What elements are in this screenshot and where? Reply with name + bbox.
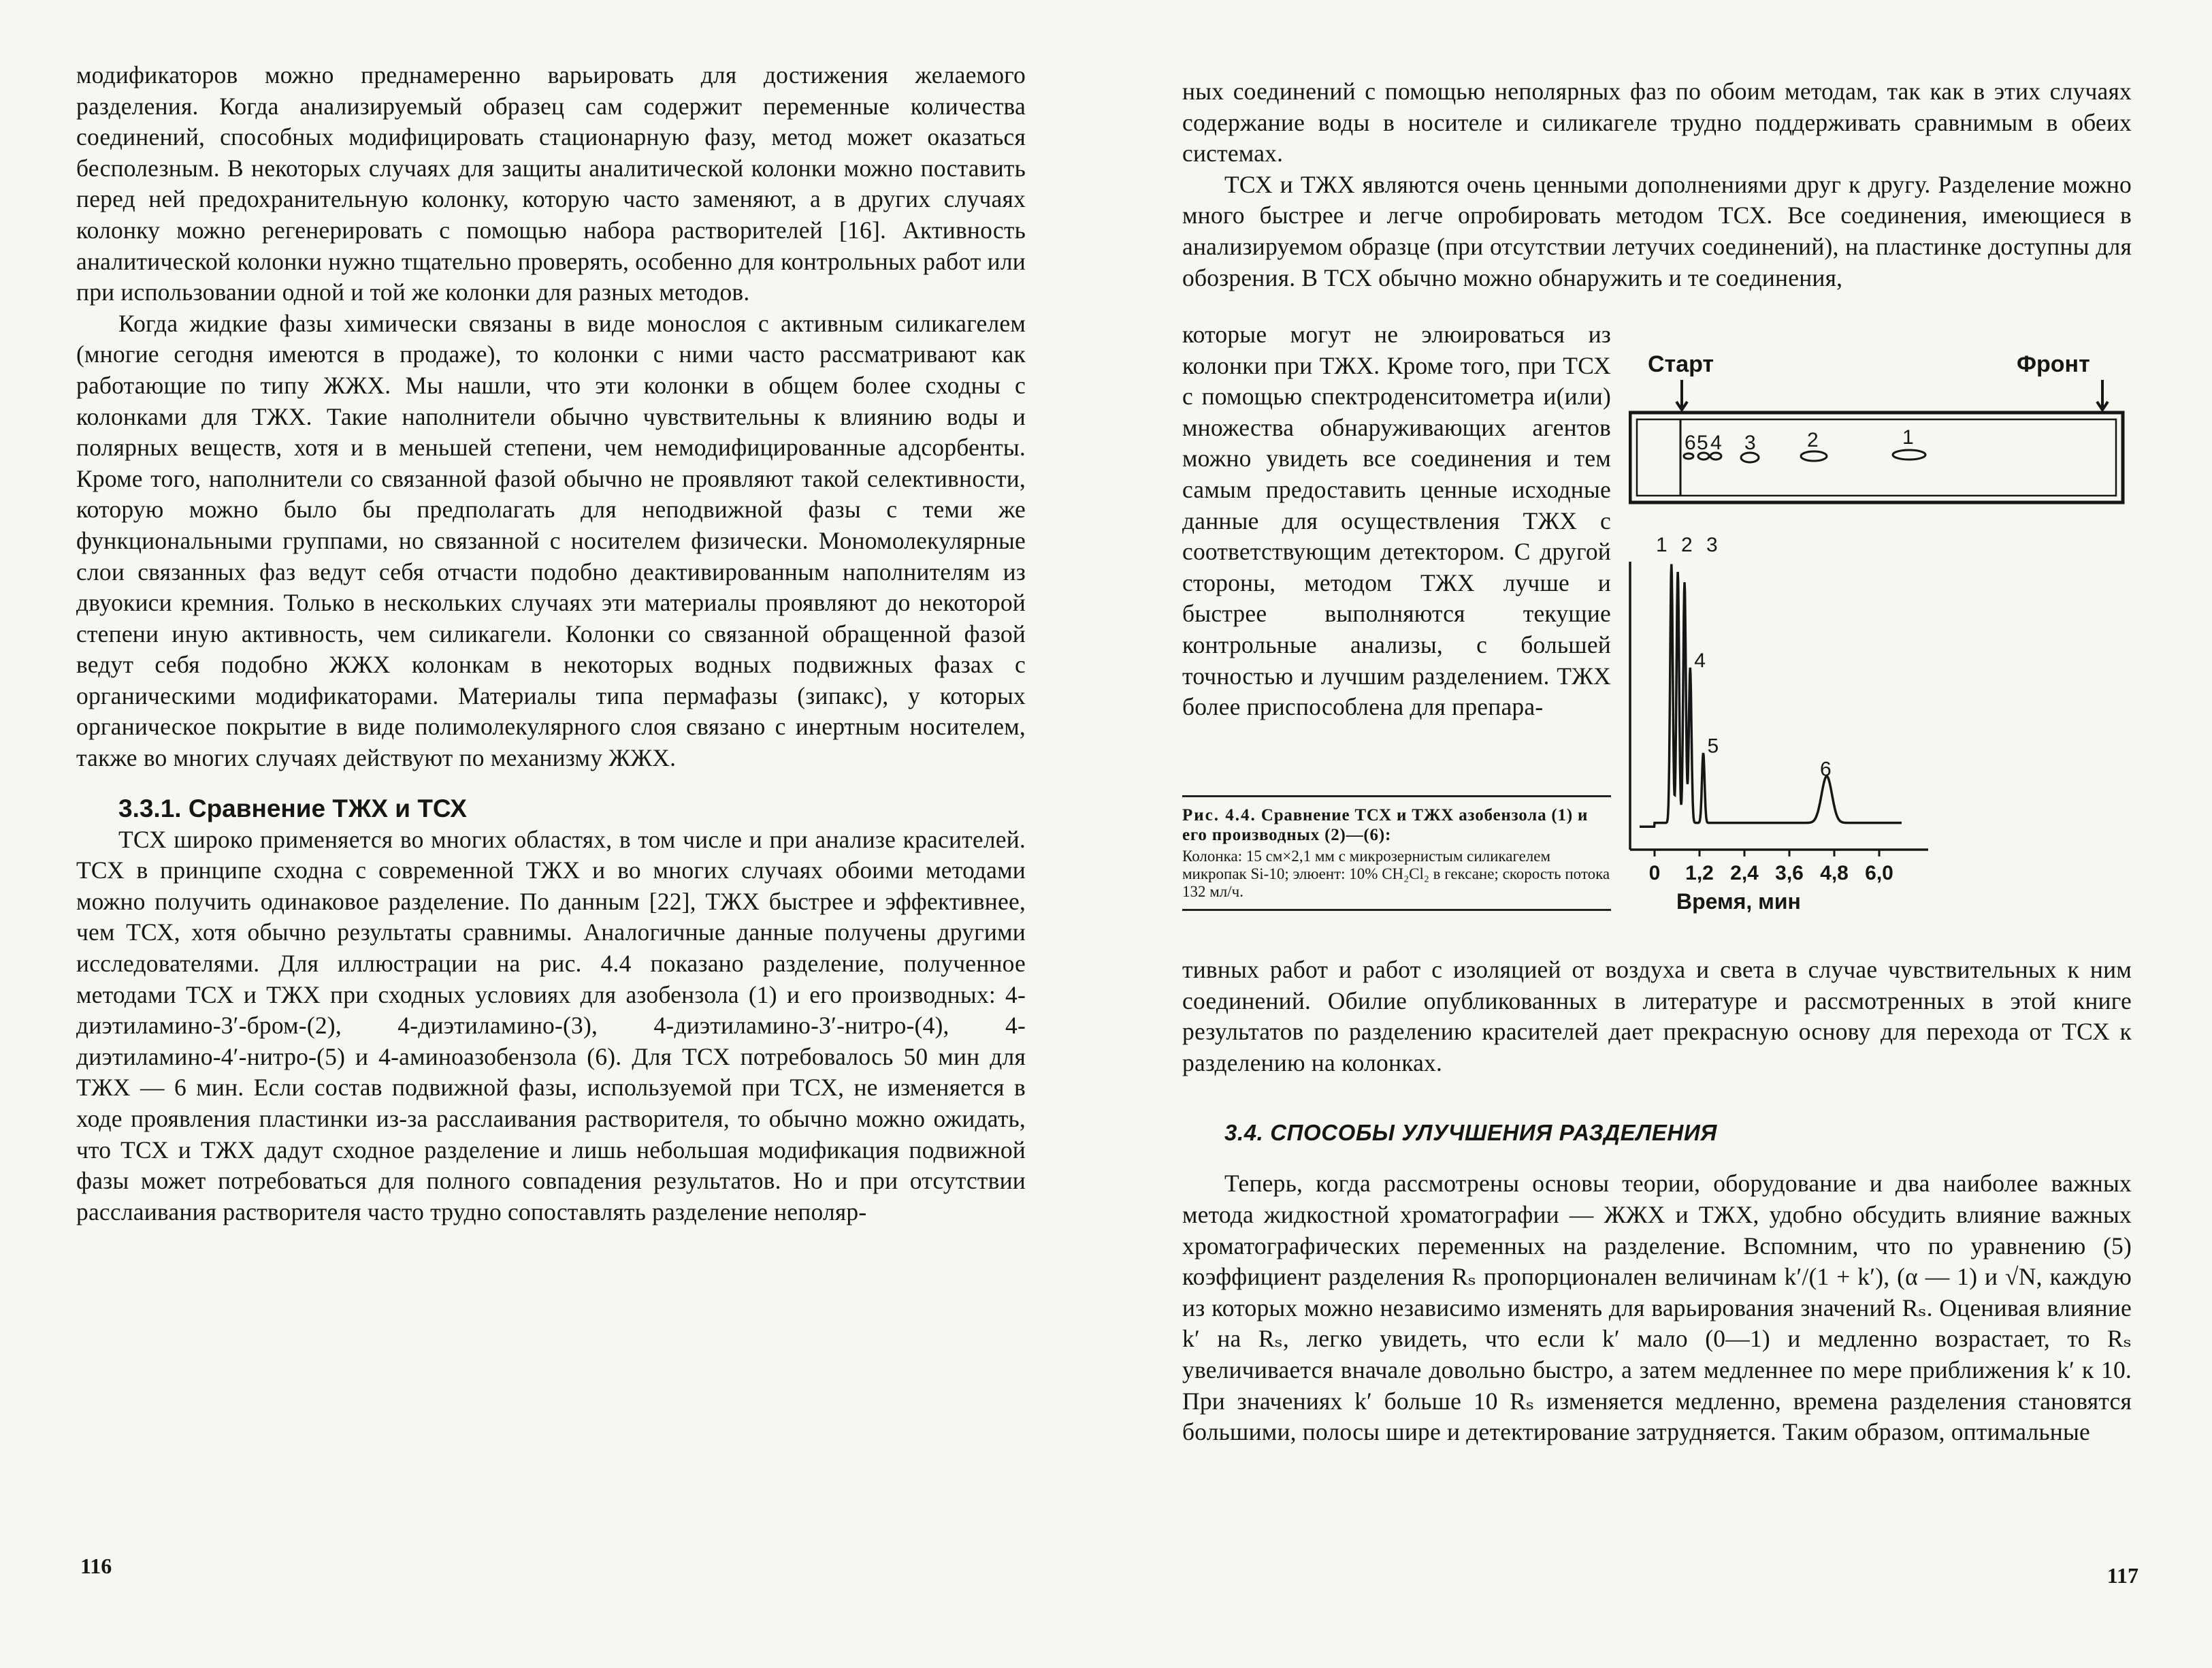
peak-label-6: 6 [1820,758,1832,781]
right-paragraph-2: ТСХ и ТЖХ являются очень ценными дополнениями друг к другу. Разделение можно много быстрее и легче опробировать методом ТСХ. Все соединения, имеющиеся в анализируемом образце (при отсутствии летучих соединений), на пластинке доступны для обозрения. В ТСХ обычно можно обнаружить и те соединения, [1182,170,2132,291]
x-tick-label: 0 [1648,862,1661,884]
tlc-spot-2 [1801,451,1827,461]
left-text-column [76,60,1026,1228]
tlc-spot-6 [1684,453,1693,459]
x-tick-label: 6,0 [1865,862,1893,884]
x-tick-label: 1,2 [1685,862,1714,884]
caption-text: Колонка: 15 см×2,1 мм с микрозернистым силикагелем микропак Si-10; элюент: 10% CH₂Cl₂ в гексане; скорость потока 132 мл/ч. [1182,848,1610,900]
figure-caption [1182,795,1611,911]
section-heading-3-4: 3.4. СПОСОБЫ УЛУЧШЕНИЯ РАЗДЕЛЕНИЯ [1224,1120,1717,1146]
tlc-start-label: Старт [1648,354,1714,377]
peak-label-5: 5 [1707,735,1719,758]
tlc-front-label: Фронт [2017,354,2090,377]
tlc-spot-label-3: 3 [1744,432,1756,454]
right-paragraph-1: ных соединений с помощью неполярных фаз по обоим методам, так как в этих случаях содержание воды в носителе и силикагеле трудно поддерживать сравнимым в обеих системах. [1182,78,2132,167]
left-paragraph-3: ТСХ широко применяется во многих областях, в том числе и при анализе красителей. ТСХ в принципе сходна с современной ТЖХ и во многих случаях обоими методами можно получить одинаковое разделение. По данным [22], ТЖХ быстрее и эффективнее, чем ТСХ, хотя обычно результаты сравнимы. Аналогичные данные получены другими исследователями. Для иллюстрации на рис. 4.4 показано разделение, полученное методами ТСХ и ТЖХ при сходных условиях для азобензола (1) и его производных: 4-диэтиламино-3′-бром-(2), 4-диэтиламино-(3), 4-диэтиламино-3′-нитро-(4), 4-диэтиламино-4′-нитро-(5) и 4-аминоазобензола (6). Для ТСХ потребовалось 50 мин для ТЖХ — 6 мин. Если состав подвижной фазы, используемой при ТСХ, не изменяется в ходе проявления пластинки из-за расслаивания растворителя, то обычно можно ожидать, что ТСХ и ТЖХ дадут сходное разделение и лишь небольшая модификация подвижной фазы может потребоваться для полного совпадения результатов. Но и при отсутствии расслаивания растворителя часто трудно сопоставлять разделение неполяр- [76,825,1026,1225]
tlc-spot-4 [1710,453,1721,460]
right-paragraph-2-end: тивных работ и работ с изоляцией от воздуха и света в случае чувствительных к ним соединений. Обилие опубликованных в литературе и рассмотренных в этой книге результатов по разделению красителей дает прекрасную основу для перехода от ТСХ к разделению на колонках. [1182,956,2132,1076]
page-number-left: 116 [80,1554,112,1578]
x-tick-label: 3,6 [1775,862,1804,884]
page-number-right: 117 [2107,1563,2138,1588]
front-arrow-icon [2097,380,2108,410]
right-wrap-text [1182,319,1611,723]
x-tick-group [1649,850,1893,884]
left-paragraph-1: модификаторов можно преднамеренно варьировать для достижения желаемого разделения. Когда анализируемый образец сам содержит переменные количества соединений, способных модифицировать стационарную фазу, метод может оказаться бесполезным. В некоторых случаях для защиты аналитической колонки можно поставить перед ней предохранительную колонку, которую часто заменяют, а в других случаях колонку можно регенерировать с помощью набора растворителей [16]. Активность аналитической колонки нужно тщательно проверять, особенно для контрольных работ или при использовании одной и той же колонки для разных методов. [76,61,1026,306]
chromatogram-trace [1640,564,1902,827]
peak-label-4: 4 [1694,649,1706,672]
tlc-spot-1 [1893,450,1925,460]
right-bottom-text [1182,955,2132,1448]
x-axis-label: Время, мин [1676,889,1801,914]
tlc-spot-label-5: 5 [1697,432,1708,454]
x-tick-label: 2,4 [1730,862,1759,884]
right-page [1106,0,2212,1668]
tlc-plate [1630,413,2123,502]
tlc-spot-3 [1741,453,1759,462]
right-top-text [1182,76,2132,293]
right-paragraph-2-wrap: которые могут не элюироваться из колонки при ТЖХ. Кроме того, при ТСХ с помощью спектроденситометра и(или) множества обнаруживающих агентов можно увидеть все соединения и тем самым предоставить ценные исходные данные для осуществления ТЖХ с соответствующим детектором. С другой стороны, методом ТЖХ лучше и быстрее выполняются текущие контрольные анализы, с большей точностью и лучшим разделением. ТЖХ более приспособлена для препара- [1182,321,1611,721]
start-arrow-icon [1676,380,1687,410]
right-paragraph-3: Теперь, когда рассмотрены основы теории, оборудование и два наиболее важных метода жидкостной хроматографии — ЖЖХ и ТЖХ, удобно обсудить влияние важных хроматографических переменных на разделение. Вспомним, что по уравнению (5) коэффициент разделения Rₛ пропорционален величинам k′/(1 + k′), (α — 1) и √N, каждую из которых можно независимо изменять для варьирования значений Rₛ. Оценивая влияние k′ на Rₛ, легко увидеть, что если k′ мало (0—1) и медленно возрастает, то Rₛ увеличивается вначале довольно быстро, а затем медленнее по мере приближения k′ к 10. При значениях k′ больше 10 Rₛ изменяется медленно, времена разделения становятся большими, полосы шире и детектирование затрудняется. Таким образом, оптимальные [1182,1170,2132,1446]
section-heading-3-3-1: 3.3.1. Сравнение ТЖХ и ТСХ [118,794,467,822]
tlc-spot-label-6: 6 [1685,432,1696,454]
peak-labels-1-2-3: 1 2 3 [1656,534,1722,556]
left-paragraph-2: Когда жидкие фазы химически связаны в виде монослоя с активным силикагелем (многие сегодня имеются в продаже), то колонки с ними часто рассматривают как работающие по типу ЖЖХ. Мы нашли, что эти колонки в общем более сходны с колонками для ТЖХ. Такие наполнители обычно чувствительны к влиянию воды и полярных веществ, хотя и в меньшей степени, чем немодифицированные адсорбенты. Кроме того, наполнители со связанной фазой обычно не проявляют такой селективности, которую можно было бы предполагать для неподвижной фазы с теми же функциональными группами, но связанной с носителем физически. Мономолекулярные слои связанных фаз ведут себя отчасти подобно деактивированным наполнителям из двуокиси кремния. Только в нескольких случаях эти материалы проявляют до некоторой степени иную активность, чем силикагели. Колонки со связанной обращенной фазой ведут себя подобно ЖЖХ колонкам в некоторых водных подвижных фазах с органическими модификаторами. Материалы типа пермафазы (зипакс), у которых органическое покрытие в виде полимолекулярного слоя связано с инертным носителем, также во многих случаях действуют по механизму ЖЖХ. [76,309,1026,772]
tlc-spot-label-4: 4 [1710,432,1722,454]
caption-title-text: Сравнение ТСХ и ТЖХ азобензола (1) и его производных (2)—(6): [1182,806,1589,844]
caption-title [1182,805,1611,845]
tlc-spot-5 [1698,453,1709,460]
x-tick-label: 4,8 [1820,862,1849,884]
tlc-spot-label-1: 1 [1902,426,1914,449]
tlc-spot-label-2: 2 [1807,429,1819,451]
peak-label-group [1694,649,1831,781]
figure-4-4 [1629,354,2146,919]
caption-label: Рис. 4.4. [1182,806,1256,824]
